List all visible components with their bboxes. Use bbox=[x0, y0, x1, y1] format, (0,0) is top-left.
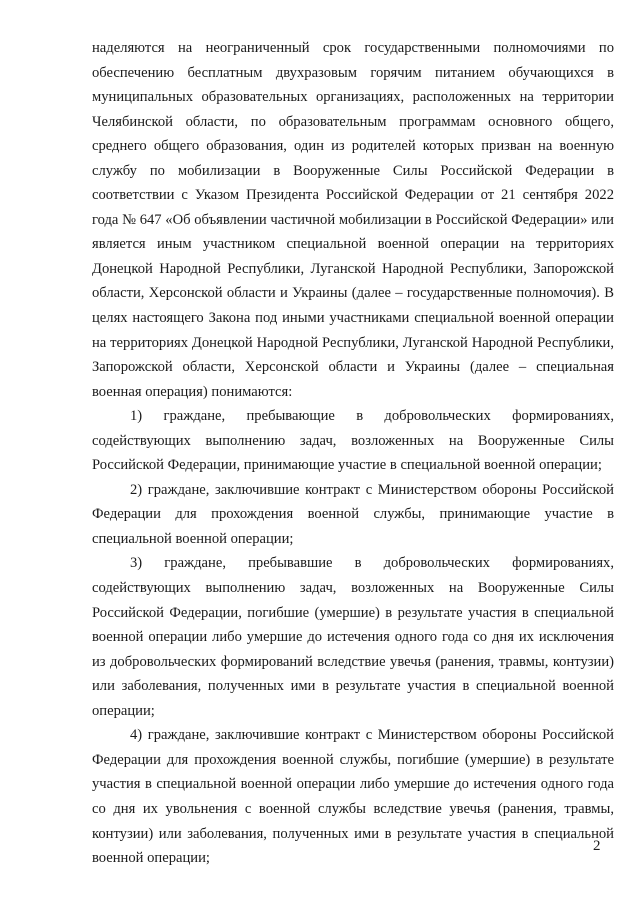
paragraph-item-2: 2) граждане, заключившие контракт с Министерством обороны Российской Федерации для прохождения военной службы, принимающие участие в специальной военной операции; bbox=[92, 481, 614, 547]
document-body bbox=[92, 36, 614, 871]
paragraph-item-1: 1) граждане, пребывающие в добровольческих формированиях, содействующих выполнению задач, возложенных на Вооруженные Силы Российской Федерации, принимающие участие в специальной военной операции; bbox=[92, 408, 614, 474]
paragraph-intro: наделяются на неограниченный срок государственными полномочиями по обеспечению бесплатным двухразовым горячим питанием обучающихся в муниципальных образовательных организациях, расположенных на территории Челябинской области, по образовательным программам основного общего, среднего общего образования, один из родителей которых призван на военную службу по мобилизации в Вооруженные Силы Российской Федерации в соответствии с Указом Президента Российской Федерации от 21 сентября 2022 года № 647 «Об объявлении частичной мобилизации в Российской Федерации» или является иным участником специальной военной операции на территориях Донецкой Народной Республики, Луганской Народной Республики, Запорожской области, Херсонской области и Украины (далее – государственные полномочия). В целях настоящего Закона под иными участниками специальной военной операции на территориях Донецкой Народной Республики, Луганской Народной Республики, Запорожской области, Херсонской области и Украины (далее – специальная военная операция) понимаются: bbox=[92, 40, 614, 400]
paragraph-item-3: 3) граждане, пребывавшие в добровольческих формированиях, содействующих выполнению задач, возложенных на Вооруженные Силы Российской Федерации, погибшие (умершие) в результате участия в специальной военной операции либо умершие до истечения одного года со дня их исключения из добровольческих формирований вследствие увечья (ранения, травмы, контузии) или заболевания, полученных ими в результате участия в специальной военной операции; bbox=[92, 555, 614, 719]
paragraph-item-4: 4) граждане, заключившие контракт с Министерством обороны Российской Федерации для прохождения военной службы, погибшие (умершие) в результате участия в специальной военной операции либо умершие до истечения одного года со дня их увольнения с военной службы вследствие увечья (ранения, травмы, контузии) или заболевания, полученных ими в результате участия в специальной военной операции; bbox=[92, 727, 614, 867]
page-number: 2 bbox=[593, 838, 601, 854]
